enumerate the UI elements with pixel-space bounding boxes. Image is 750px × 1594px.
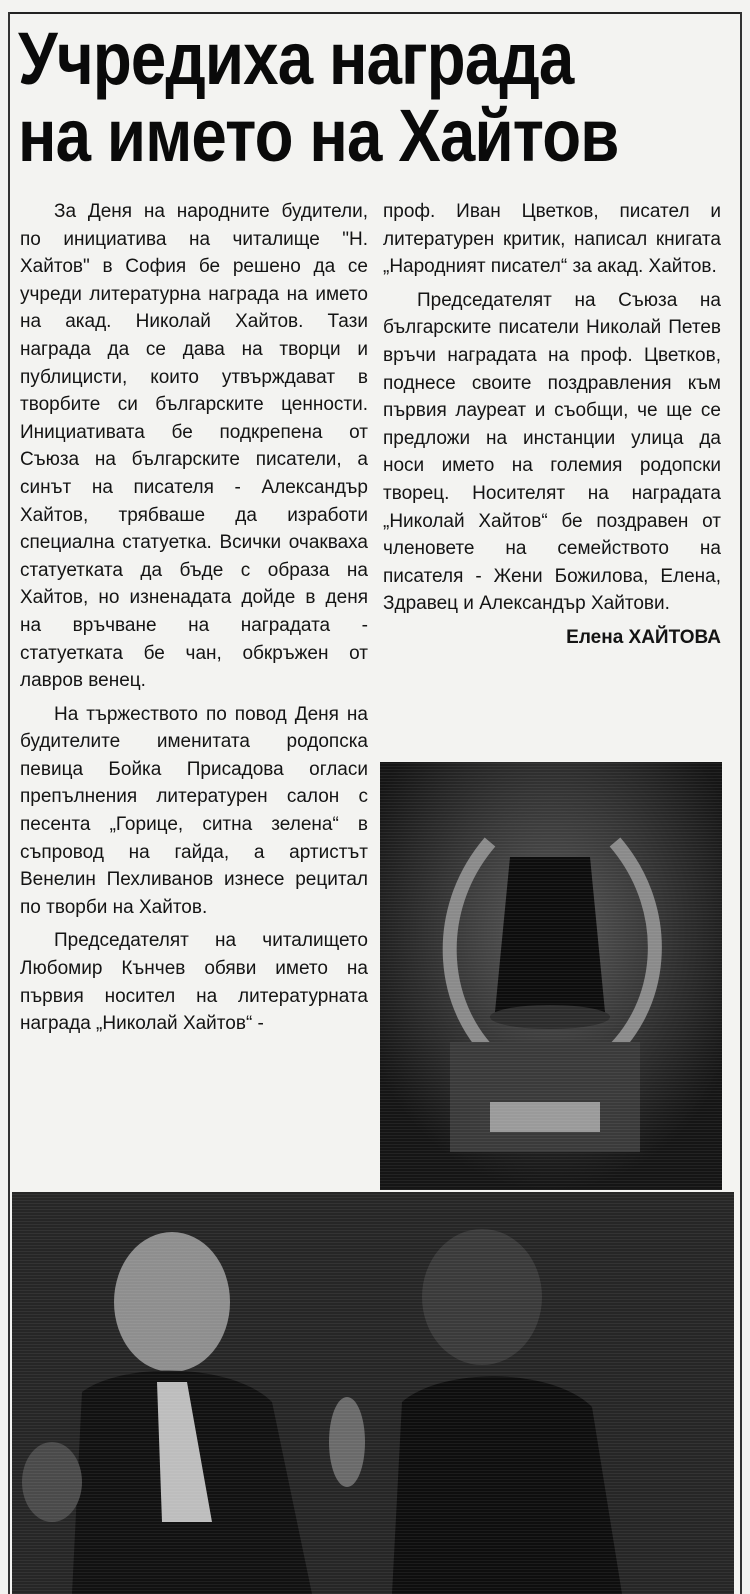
article-column-2 <box>383 198 721 652</box>
headline-line: Учредиха награда <box>18 17 574 100</box>
paragraph: Председателят на Съюза на българските писатели Николай Петев връчи наградата на проф. Цветков, поднесе своите поздравления към първия лауреат и съобщи, че ще се предложи на инстанции улица да носи името на големия родопски творец. Носителят на наградата „Николай Хайтов“ бе поздравен от членовете на семейството на писателя - Жени Божилова, Елена, Здравец и Александър Хайтови. <box>383 289 721 615</box>
article-column-1 <box>20 198 368 1044</box>
paragraph: Председателят на читалището Любомир Кънчев обяви името на първия носител на литературната награда „Николай Хайтов“ - <box>20 930 368 1035</box>
statuette-photo <box>380 762 722 1190</box>
paragraph: За Деня на народните будители, по инициатива на читалище "Н. Хайтов" в София бе решено да се учреди литературна награда на името на акад. Николай Хайтов. Тази награда да се дава на творци и публицисти, които утвърждават в творбите си българските ценности. Инициативата бе подкрепена от Съюза на българските писатели, а синът на писателя - Александър Хайтов, трябваше да изработи специална статуетка. Всички очакваха статуетката да бъде с образа на Хайтов, но изненадата дойде в деня на връчване на наградата - статуетката бе чан, обкръжен от лавров венец. <box>20 201 368 692</box>
paragraph: На тържеството по повод Деня на будителите именитата родопска певица Бойка Присадова огласи препълнения литературен салон с песента „Горице, ситна зелена“ в съпровод на гайда, а артистът Венелин Пехливанов изнесе рецитал по творби на Хайтов. <box>20 703 368 918</box>
frame-rule <box>8 12 742 14</box>
frame-rule <box>8 12 10 1594</box>
paragraph: проф. Иван Цветков, писател и литературен критик, написал книгата „Народният писател“ за акад. Хайтов. <box>383 201 721 278</box>
author-byline: Елена ХАЙТОВА <box>566 626 721 648</box>
ceremony-photo <box>12 1192 734 1594</box>
scan-texture <box>380 762 722 1190</box>
scan-texture <box>12 1192 734 1594</box>
article-headline <box>18 17 732 177</box>
headline-line: на името на Хайтов <box>18 94 619 177</box>
frame-rule <box>740 12 742 1594</box>
